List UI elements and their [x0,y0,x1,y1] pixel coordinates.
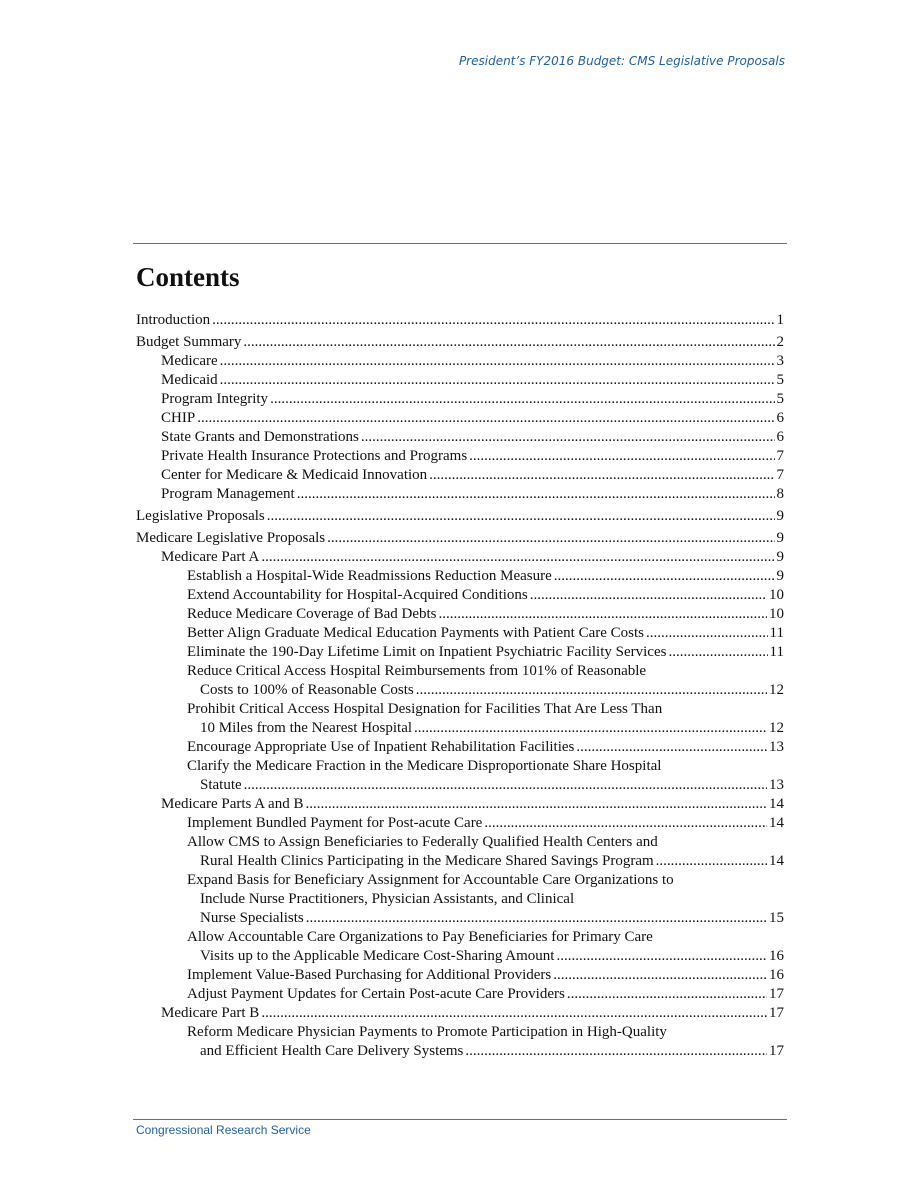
toc-entry-title: Extend Accountability for Hospital-Acquired Conditions [187,587,528,603]
toc-entry[interactable] [136,466,784,485]
toc-entry-line [136,928,784,947]
toc-page-number: 7 [776,467,784,483]
toc-leader-dots [530,586,767,605]
toc-entry-line [136,966,784,985]
toc-entry-line [136,1023,784,1042]
toc-entry[interactable] [136,738,784,757]
toc-entry[interactable] [136,529,784,548]
toc-entry[interactable] [136,833,784,871]
toc-leader-dots [484,814,767,833]
toc-entry-line [136,428,784,447]
toc-entry-line [136,757,784,776]
toc-leader-dots [439,605,768,624]
toc-entry-title: Establish a Hospital-Wide Readmissions Reduction Measure [187,568,552,584]
toc-entry-line [136,852,784,871]
toc-entry-title: Legislative Proposals [136,508,265,524]
toc-entry-line [136,390,784,409]
toc-entry-title: Reduce Medicare Coverage of Bad Debts [187,606,437,622]
toc-entry-line [136,371,784,390]
toc-entry[interactable] [136,428,784,447]
toc-entry[interactable] [136,624,784,643]
toc-leader-dots [646,624,768,643]
toc-entry-line [136,643,784,662]
toc-page-number: 16 [769,967,784,983]
toc-leader-dots [261,548,774,567]
toc-leader-dots [414,719,767,738]
toc-page-number: 12 [769,720,784,736]
toc-page-number: 13 [769,739,784,755]
toc-entry[interactable] [136,409,784,428]
toc-leader-dots [327,529,774,548]
toc-entry-line [136,605,784,624]
toc-leader-dots [668,643,767,662]
toc-page-number: 5 [776,391,784,407]
toc-page-number: 1 [776,312,784,328]
contents-heading: Contents [136,262,240,292]
toc-entry[interactable] [136,311,784,330]
toc-entry-title: Statute [200,777,242,793]
toc-entry-title: Prohibit Critical Access Hospital Designation for Facilities That Are Less Than [187,701,663,717]
toc-entry[interactable] [136,700,784,738]
toc-leader-dots [554,567,775,586]
toc-page-number: 7 [776,448,784,464]
toc-entry-title: Budget Summary [136,334,242,350]
toc-leader-dots [220,371,775,390]
toc-entry-title: Introduction [136,312,211,328]
toc-entry-title: Medicare Parts A and B [161,796,304,812]
toc-page-number: 17 [769,1005,784,1021]
toc-entry[interactable] [136,662,784,700]
toc-entry-line [136,814,784,833]
toc-entry-title: Costs to 100% of Reasonable Costs [200,682,414,698]
toc-entry-line [136,681,784,700]
toc-entry[interactable] [136,795,784,814]
toc-entry[interactable] [136,548,784,567]
toc-entry-line [136,719,784,738]
toc-entry[interactable] [136,605,784,624]
toc-entry-line [136,947,784,966]
toc-entry-title: Expand Basis for Beneficiary Assignment for Accountable Care Organizations to [187,872,674,888]
toc-entry[interactable] [136,985,784,1004]
toc-entry-line [136,795,784,814]
toc-leader-dots [267,507,775,526]
toc-page-number: 14 [769,853,784,869]
toc-page-number: 12 [769,682,784,698]
toc-page-number: 9 [776,530,784,546]
toc-leader-dots [416,681,767,700]
toc-entry-title: State Grants and Demonstrations [161,429,359,445]
toc-page-number: 17 [769,986,784,1002]
toc-entry-title: Adjust Payment Updates for Certain Post-acute Care Providers [187,986,565,1002]
toc-entry[interactable] [136,643,784,662]
toc-page-number: 14 [769,815,784,831]
toc-entry-title: Visits up to the Applicable Medicare Cost-Sharing Amount [200,948,555,964]
toc-page-number: 13 [769,777,784,793]
toc-entry-line [136,311,784,330]
toc-entry-line [136,700,784,719]
toc-entry-title: Center for Medicare & Medicaid Innovation [161,467,428,483]
toc-entry-title: Medicare Legislative Proposals [136,530,326,546]
toc-entry-title: Private Health Insurance Protections and Programs [161,448,468,464]
toc-page-number: 10 [769,587,784,603]
toc-entry[interactable] [136,390,784,409]
toc-entry-title: Medicare Part A [161,549,260,565]
toc-entry-title: Medicaid [161,372,218,388]
toc-entry-title: and Efficient Health Care Delivery Systems [200,1043,464,1059]
toc-page-number: 6 [776,429,784,445]
toc-leader-dots [576,738,767,757]
toc-leader-dots [243,333,774,352]
toc-entry-title: Program Management [161,486,295,502]
toc-entry-line [136,529,784,548]
toc-entry-line [136,1042,784,1061]
toc-entry[interactable] [136,371,784,390]
toc-entry-title: Reduce Critical Access Hospital Reimbursements from 101% of Reasonable [187,663,647,679]
toc-entry-title: Program Integrity [161,391,269,407]
footer-publisher: Congressional Research Service [136,1123,311,1137]
toc-page-number: 10 [769,606,784,622]
toc-entry-title: Better Align Graduate Medical Education Payments with Patient Care Costs [187,625,644,641]
toc-entry-title: 10 Miles from the Nearest Hospital [200,720,413,736]
toc-page-number: 17 [769,1043,784,1059]
toc-leader-dots [567,985,767,1004]
toc-leader-dots [261,1004,767,1023]
toc-leader-dots [553,966,767,985]
toc-leader-dots [197,409,774,428]
toc-entry-title: Reform Medicare Physician Payments to Promote Participation in High-Quality [187,1024,667,1040]
running-header: President’s FY2016 Budget: CMS Legislative Proposals [458,54,785,68]
toc-entry-line [136,466,784,485]
toc-leader-dots [297,485,775,504]
toc-entry[interactable] [136,814,784,833]
toc-entry-title: Allow CMS to Assign Beneficiaries to Federally Qualified Health Centers and [187,834,658,850]
toc-entry-line [136,409,784,428]
toc-entry[interactable] [136,966,784,985]
toc-entry-title: Eliminate the 190-Day Lifetime Limit on Inpatient Psychiatric Facility Services [187,644,667,660]
toc-page-number: 15 [769,910,784,926]
toc-entry[interactable] [136,1023,784,1061]
toc-entry-title: Implement Bundled Payment for Post-acute Care [187,815,483,831]
footer-rule [133,1119,787,1120]
header-rule [133,243,787,244]
toc-page-number: 9 [776,568,784,584]
toc-entry-line [136,567,784,586]
toc-entry-line [136,890,784,909]
toc-entry[interactable] [136,352,784,371]
toc-page-number: 14 [769,796,784,812]
toc-leader-dots [306,909,767,928]
toc-page-number: 5 [776,372,784,388]
toc-entry[interactable] [136,507,784,526]
toc-entry-title: Include Nurse Practitioners, Physician Assistants, and Clinical [200,891,575,907]
toc-entry[interactable] [136,586,784,605]
table-of-contents [136,311,784,1061]
toc-leader-dots [270,390,774,409]
toc-entry-title: Allow Accountable Care Organizations to Pay Beneficiaries for Primary Care [187,929,653,945]
toc-entry-line [136,548,784,567]
toc-entry-line [136,624,784,643]
toc-page-number: 16 [769,948,784,964]
toc-entry[interactable] [136,333,784,352]
toc-entry[interactable] [136,567,784,586]
toc-leader-dots [429,466,774,485]
toc-entry-line [136,586,784,605]
toc-entry-line [136,352,784,371]
toc-entry-title: Clarify the Medicare Fraction in the Medicare Disproportionate Share Hospital [187,758,662,774]
toc-leader-dots [469,447,774,466]
toc-page-number: 6 [776,410,784,426]
toc-entry-line [136,333,784,352]
toc-entry-line [136,485,784,504]
toc-page-number: 11 [769,625,784,641]
toc-entry-title: Encourage Appropriate Use of Inpatient Rehabilitation Facilities [187,739,575,755]
toc-entry-line [136,776,784,795]
toc-leader-dots [212,311,774,330]
toc-entry-line [136,662,784,681]
toc-leader-dots [656,852,767,871]
toc-page-number: 9 [776,508,784,524]
toc-page-number: 11 [769,644,784,660]
toc-entry-title: Medicare Part B [161,1005,260,1021]
toc-entry-line [136,1004,784,1023]
toc-entry[interactable] [136,1004,784,1023]
toc-leader-dots [556,947,767,966]
toc-entry-line [136,871,784,890]
toc-entry-line [136,909,784,928]
toc-entry-line [136,738,784,757]
toc-entry[interactable] [136,928,784,966]
toc-entry[interactable] [136,485,784,504]
toc-leader-dots [361,428,775,447]
toc-entry[interactable] [136,447,784,466]
toc-leader-dots [305,795,767,814]
toc-entry-title: Nurse Specialists [200,910,304,926]
toc-entry-line [136,985,784,1004]
toc-entry-title: Rural Health Clinics Participating in the Medicare Shared Savings Program [200,853,654,869]
toc-entry-title: Implement Value-Based Purchasing for Additional Providers [187,967,552,983]
toc-entry[interactable] [136,871,784,928]
toc-entry[interactable] [136,757,784,795]
toc-entry-line [136,507,784,526]
toc-page-number: 3 [776,353,784,369]
toc-leader-dots [244,776,767,795]
toc-page-number: 2 [776,334,784,350]
toc-page-number: 9 [776,549,784,565]
toc-entry-title: Medicare [161,353,218,369]
toc-entry-line [136,833,784,852]
toc-entry-line [136,447,784,466]
toc-leader-dots [465,1042,767,1061]
toc-page-number: 8 [776,486,784,502]
toc-entry-title: CHIP [161,410,196,426]
toc-leader-dots [220,352,775,371]
